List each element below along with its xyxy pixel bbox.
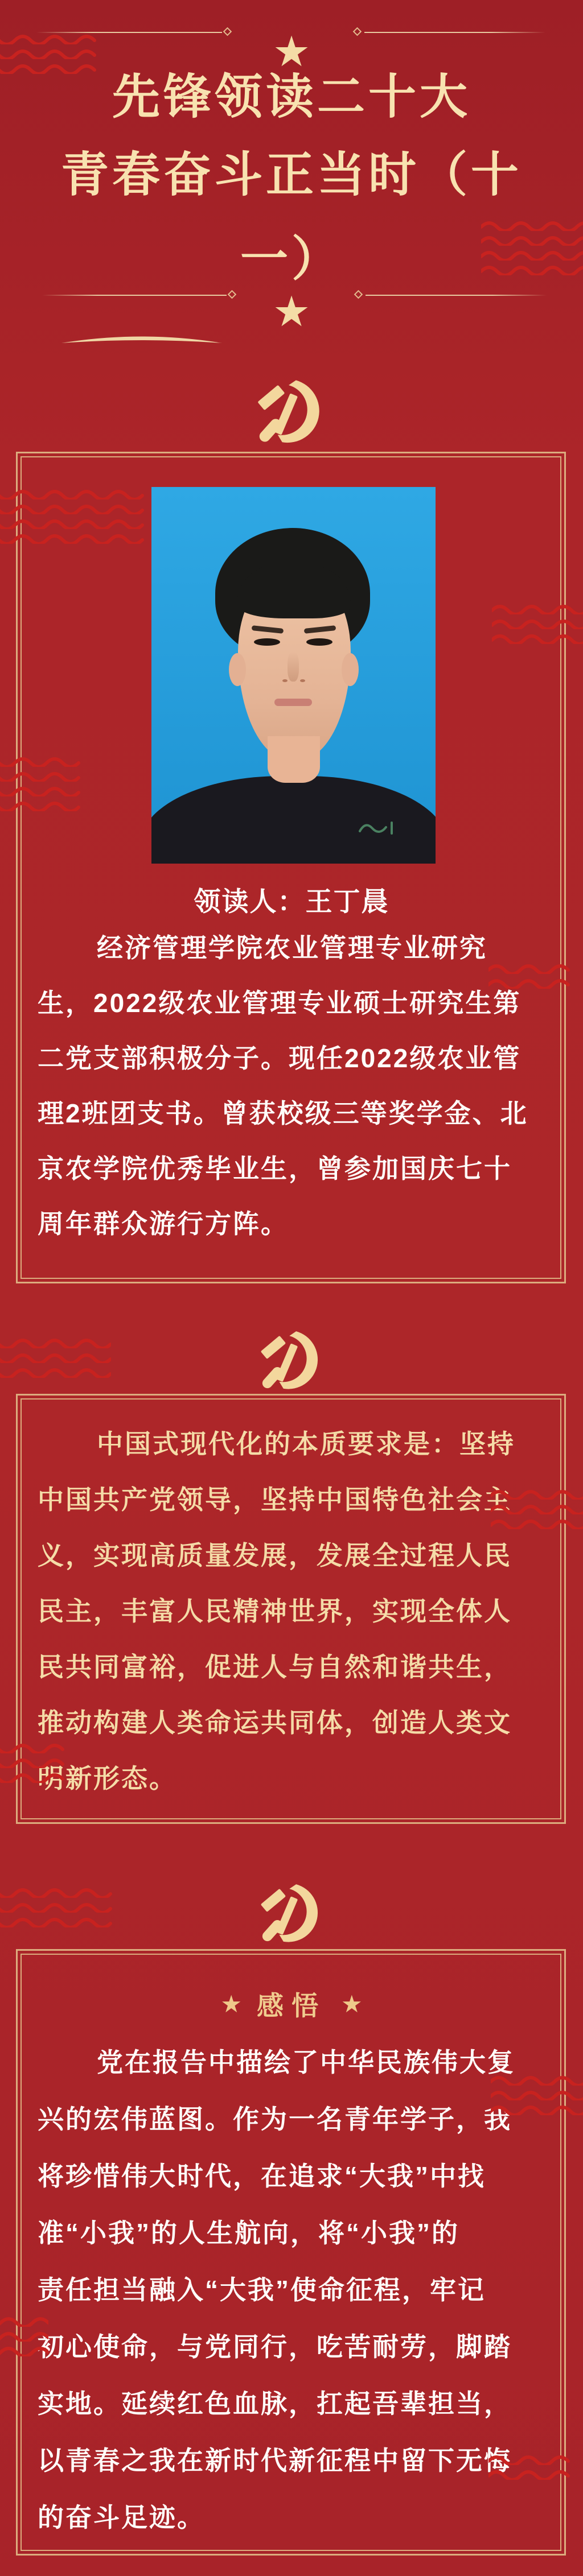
page-title-line-2: 青春奋斗正当时（十 [60, 148, 522, 201]
bio-text-line: 二党支部积极分子。现任2022级农业管 [38, 1043, 522, 1073]
reflection-text-line: 党在报告中描绘了中华民族伟大复 [97, 2047, 515, 2077]
party-emblem-icon [253, 378, 329, 462]
reflection-text-line: 的奋斗足迹。 [38, 2503, 205, 2532]
photo-watermark [356, 820, 404, 836]
wave-pattern-decoration [481, 221, 583, 280]
bio-text-line: 京农学院优秀毕业生，曾参加国庆七十 [38, 1154, 512, 1183]
bio-text-line: 理2班团支书。曾获校级三等奖学金、北 [38, 1099, 528, 1128]
quote-text-line: 中国式现代化的本质要求是：坚持 [97, 1429, 515, 1459]
wave-pattern-decoration [491, 1489, 583, 1534]
portrait-bangs [237, 564, 351, 618]
reflection-text-line: 将珍惜伟大时代，在追求“大我”中找 [38, 2161, 486, 2191]
reflection-text-line: 责任担当融入“大我”使命征程，牢记 [38, 2275, 486, 2305]
wave-pattern-decoration [0, 1743, 68, 1787]
bio-text-line: 周年群众游行方阵。 [38, 1209, 289, 1239]
bio-text-line: 生，2022级农业管理专业硕士研究生第 [38, 988, 522, 1018]
wave-pattern-decoration [0, 489, 145, 548]
wave-pattern-decoration [492, 604, 583, 649]
quote-text-line: 中国共产党领导，坚持中国特色社会主 [38, 1485, 512, 1514]
wave-pattern-decoration [0, 2317, 48, 2361]
quote-text-line: 推动构建人类命运共同体，创造人类文 [38, 1708, 512, 1737]
swoosh-arc [60, 333, 223, 346]
portrait-ear [342, 653, 359, 686]
portrait-eye [254, 638, 280, 646]
page-title-line-3: 一） [240, 232, 343, 286]
wave-pattern-decoration [0, 1888, 114, 1932]
portrait-mouth [274, 699, 312, 706]
reflection-heading: 感悟 [257, 1990, 326, 2021]
star-icon: ★ [272, 288, 311, 335]
star-icon: ★ [272, 28, 311, 75]
wave-pattern-decoration [488, 2455, 582, 2484]
quote-text-line: 明新形态。 [38, 1764, 177, 1793]
wave-pattern-decoration [488, 964, 580, 993]
star-icon: ★ [220, 1990, 242, 2017]
quote-text-line: 民共同富裕，促进人与自然和谐共生， [38, 1652, 512, 1682]
reflection-heading-row [0, 1988, 583, 2020]
portrait-neck [268, 736, 320, 783]
wave-pattern-decoration [0, 34, 105, 79]
reflection-text-line: 兴的宏伟蓝图。作为一名青年学子，我 [38, 2104, 512, 2134]
portrait-nostril [300, 679, 305, 682]
portrait-eye [306, 638, 332, 646]
quote-text-line: 民主，丰富人民精神世界，实现全体人 [38, 1596, 512, 1626]
quote-text-line: 义，实现高质量发展，发展全过程人民 [38, 1541, 512, 1570]
party-emblem-icon [256, 1882, 327, 1960]
portrait-ear [229, 653, 246, 686]
star-icon: ★ [341, 1990, 363, 2017]
page-title-line-1: 先锋领读二十大 [112, 70, 471, 123]
bio-text-line: 经济管理学院农业管理专业研究 [97, 933, 487, 963]
wave-pattern-decoration [0, 757, 88, 816]
reader-caption: 领读人：王丁晨 [194, 886, 389, 917]
wave-pattern-decoration [491, 2075, 583, 2120]
party-emblem-icon [256, 1329, 327, 1407]
reflection-text-line: 以青春之我在新时代新征程中留下无悔 [38, 2446, 512, 2475]
reflection-text-line: 准“小我”的人生航向，将“小我”的 [38, 2218, 459, 2248]
portrait-nostril [282, 679, 288, 682]
reflection-text-line: 实地。延续红色血脉，扛起吾辈担当， [38, 2389, 512, 2418]
reflection-text-line: 初心使命，与党同行，吃苦耐劳，脚踏 [38, 2332, 512, 2362]
reader-portrait-photo [151, 487, 436, 864]
portrait-nose [288, 652, 299, 682]
wave-pattern-decoration [0, 1338, 111, 1382]
